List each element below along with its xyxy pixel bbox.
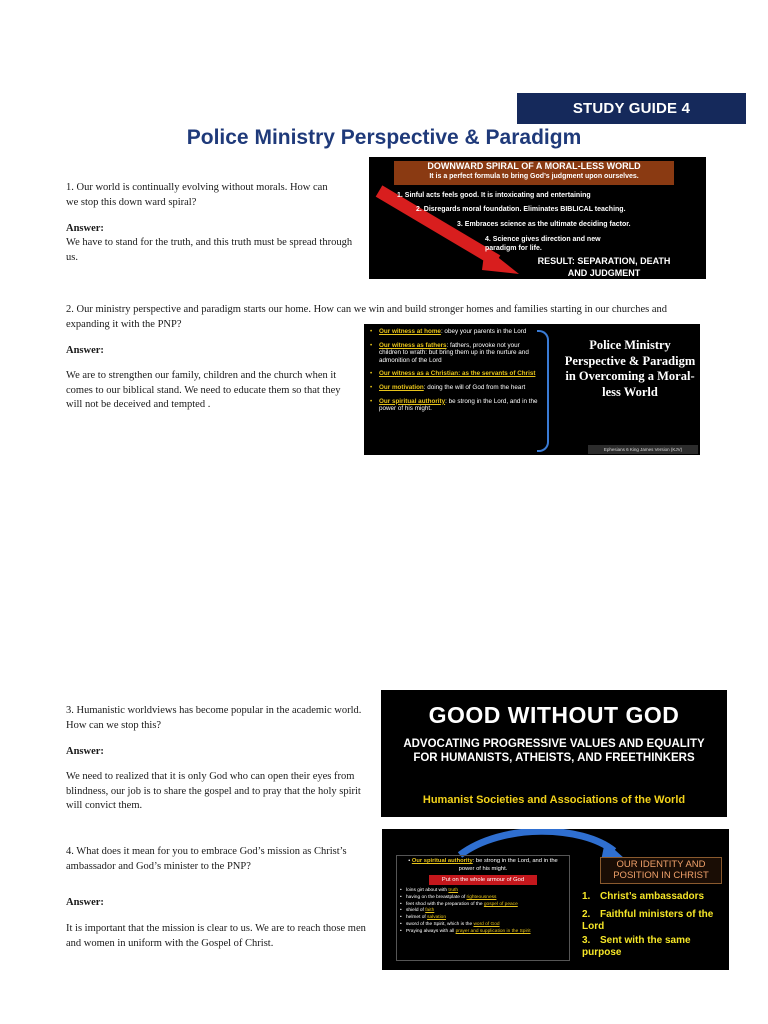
humanist-slide-subtitle: ADVOCATING PROGRESSIVE VALUES AND EQUALITY FOR HUMANISTS, ATHEISTS, AND FREETHINKERS <box>403 738 705 764</box>
bullet-icon: • <box>370 397 373 405</box>
humanist-slide-title: GOOD WITHOUT GOD <box>428 702 680 728</box>
brace-icon <box>537 330 549 452</box>
armour-item: • Praying always with all prayer and supplication in the Spirit <box>400 928 531 934</box>
identity-item-3: 3. Sent with the same purpose <box>582 935 691 958</box>
slide-identity-in-christ <box>382 829 729 970</box>
armour-red-label: Put on the whole armour of God <box>429 875 537 885</box>
armour-item: • sword of the Spirit, which is the word of God <box>400 921 500 927</box>
slide-ministry-perspective <box>364 324 700 455</box>
answer-4: It is important that the mission is clear to us. We are to reach those men and women in uniform with the Gospel of Christ. <box>66 923 366 949</box>
spiral-item-4: 4. Science gives direction and new paradigm for life. <box>485 236 601 252</box>
question-1: 1. Our world is continually evolving without morals. How can we stop this down ward spiral? <box>66 182 328 208</box>
armour-item: • shield of faith <box>400 908 435 914</box>
spiral-heading-box <box>394 161 674 185</box>
answer-label-1: Answer: <box>66 223 104 234</box>
spiral-heading: DOWNWARD SPIRAL OF A MORAL-LESS WORLD <box>427 161 641 171</box>
scripture-footnote: Ephesians 6 King James Version (KJV) <box>588 445 698 454</box>
identity-item-2: 2. Faithful ministers of the Lord <box>582 909 714 932</box>
bullet-icon: • <box>370 341 373 349</box>
armour-item: • helmet of salvation <box>400 915 447 921</box>
identity-item-1: 1. Christ’s ambassadors <box>582 891 705 902</box>
answer-1: We have to stand for the truth, and this truth must be spread through us. <box>66 237 353 263</box>
witness-item: • Our witness at home: obey your parents in the Lord <box>370 328 527 335</box>
humanist-slide-footer: Humanist Societies and Associations of the World <box>422 794 686 806</box>
blue-arrow-curve <box>460 831 614 855</box>
perspective-slide-title: Police Ministry Perspective & Paradigm in Overcoming a Moral-less World <box>564 338 696 399</box>
question-2: 2. Our ministry perspective and paradigm starts our home. How can we win and build stronger homes and families starting in our churches and expanding it with the PNP? <box>66 304 667 330</box>
spiral-item-2: 2. Disregards moral foundation. Eliminates BIBLICAL teaching. <box>416 206 626 213</box>
bullet-icon: • <box>370 370 373 378</box>
spiral-item-3: 3. Embraces science as the ultimate deciding factor. <box>457 221 631 228</box>
witness-item: • Our witness as a Christian: as the servants of Christ <box>370 370 536 378</box>
page-title: Police Ministry Perspective & Paradigm <box>186 126 582 149</box>
witness-list <box>370 328 540 419</box>
armour-box <box>396 855 570 961</box>
spiral-item-1: 1. Sinful acts feels good. It is intoxicating and entertaining <box>397 192 591 199</box>
witness-item: • Our motivation: doing the will of God from the heart <box>370 383 526 391</box>
armour-heading: • Our spiritual authority: be strong in the Lord, and in the power of his might. <box>408 858 558 872</box>
bullet-icon: • <box>370 383 373 391</box>
spiral-result: RESULT: SEPARATION, DEATH AND JUDGMENT <box>537 256 671 278</box>
question-4: 4. What does it mean for you to embrace God’s mission as Christ’s ambassador and God’s minister to the PNP? <box>66 846 347 872</box>
answer-3: We need to realized that it is only God who can open their eyes from blindness, our job is to share the gospel and to pray that the holy spirit will convict them. <box>66 771 361 811</box>
armour-item: • feet shod with the preparation of the gospel of peace <box>400 901 518 907</box>
bullet-icon: • <box>370 328 373 335</box>
answer-label-2: Answer: <box>66 345 104 356</box>
answer-2: We are to strengthen our family, children and the church when it comes to our biblical stand. We need to educate them so that they will not be deceived and tempted . <box>66 370 341 410</box>
slide-downward-spiral <box>369 157 706 279</box>
armour-item: • having on the breastplate of righteousness <box>400 894 497 900</box>
answer-label-3: Answer: <box>66 746 104 757</box>
slide-good-without-god <box>381 690 727 817</box>
answer-label-4: Answer: <box>66 897 104 908</box>
spiral-subheading: It is a perfect formula to bring God’s judgment upon ourselves. <box>429 173 639 180</box>
study-guide-tag: STUDY GUIDE 4 <box>517 93 746 124</box>
witness-item: • Our spiritual authority: be strong in the Lord, and in the power of his might. <box>370 397 538 413</box>
question-3: 3. Humanistic worldviews has become popular in the academic world. How can we stop this? <box>66 705 362 731</box>
witness-item: • Our witness as fathers: fathers, provoke not your children to wrath: but bring them up in the nurture and admonition of the Lord <box>370 341 529 364</box>
identity-heading: OUR IDENTITY AND POSITION IN CHRIST <box>600 857 722 884</box>
armour-item: • loins girt about with truth <box>400 888 459 893</box>
